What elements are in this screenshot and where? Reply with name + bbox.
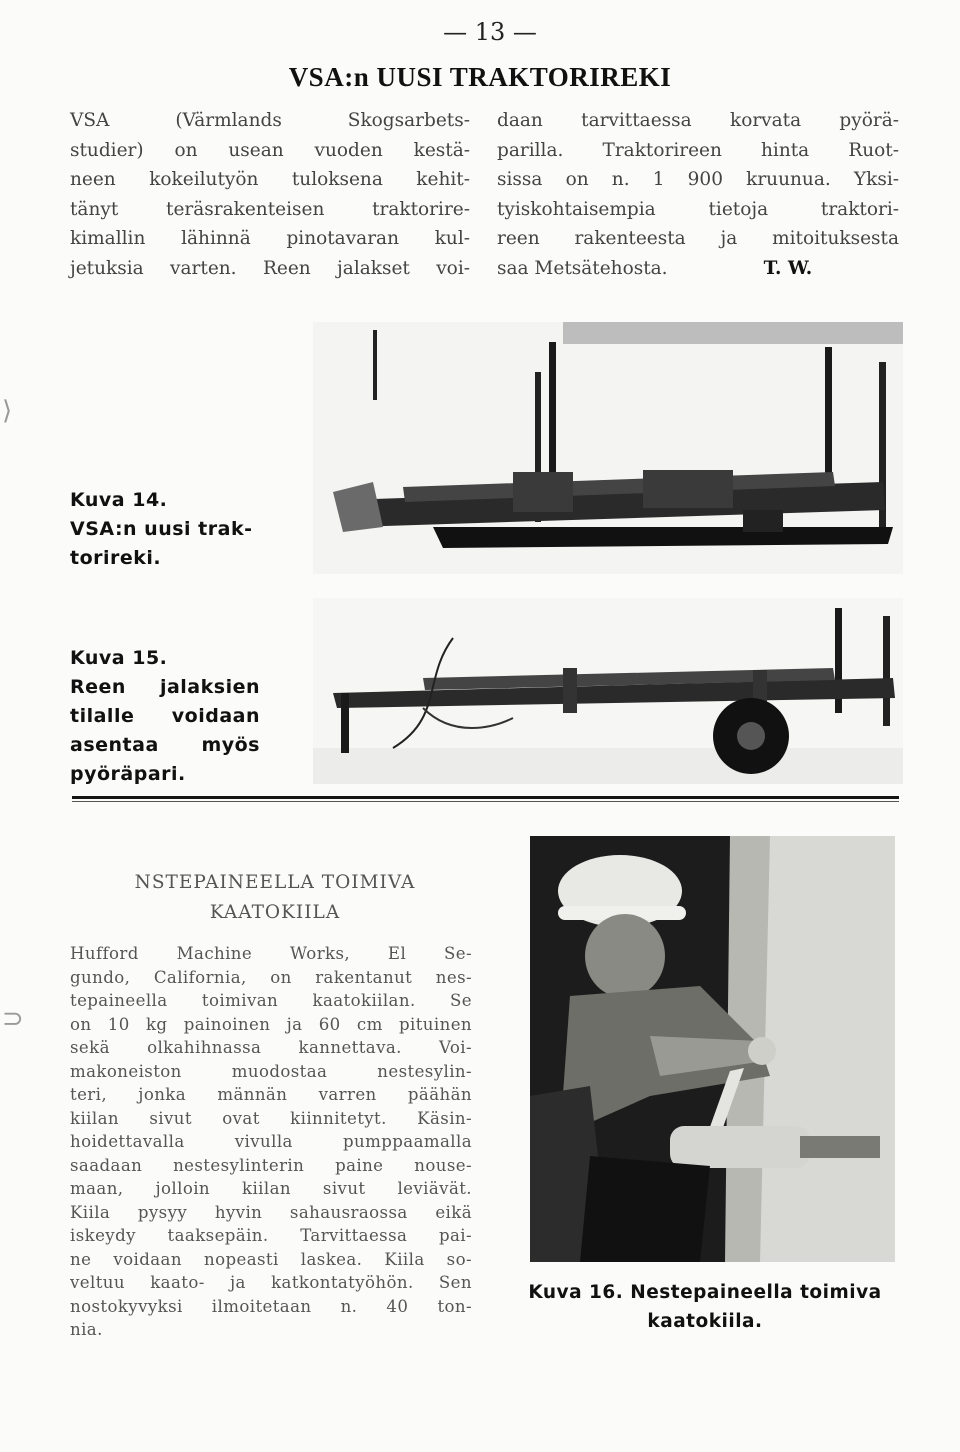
article-2-body [70, 942, 472, 1342]
article-left-column [70, 106, 470, 283]
figure-15-caption [70, 644, 260, 789]
article-title: VSA:n UUSI TRAKTORIREKI [288, 62, 672, 92]
text-line: iskeydy taaksepäin. Tarvittaessa pai- [70, 1226, 472, 1245]
text-line: ne voidaan nopeasti laskea. Kiila so- [70, 1249, 472, 1269]
caption-line: Kuva 15. [70, 647, 168, 669]
text-line: jetuksia varten. Reen jalakset voi- [70, 257, 470, 279]
text-line: Hufford Machine Works, El Se- [70, 944, 472, 963]
text-line: saa Metsätehosta. [497, 257, 668, 279]
text-line: studier) on usean vuoden kestä- [70, 139, 470, 161]
caption-line: tilalle voidaan [70, 705, 260, 727]
text-line: saadaan nestesylinterin paine nouse- [70, 1155, 472, 1175]
heading-line: KAATOKIILA [209, 902, 341, 923]
section-divider-thin [72, 801, 899, 802]
text-line: reen rakenteesta ja mitoituksesta [497, 228, 899, 249]
text-line-last [497, 254, 899, 284]
margin-mark-icon: ⟩ [2, 396, 13, 426]
caption-line: torireki. [70, 547, 162, 569]
text-line: sekä olkahihnassa kannettava. Voi- [70, 1038, 472, 1057]
caption-line: asentaa myös [70, 734, 260, 756]
text-line: Kiila pysyy hyvin sahausraossa eikä [70, 1202, 472, 1222]
caption-line: VSA:n uusi trak- [70, 518, 253, 540]
page-number: — 13 — [443, 18, 537, 46]
author-signature: T. W. [763, 257, 813, 279]
text-line: gundo, California, on rakentanut nes- [70, 967, 472, 987]
caption-line: Reen jalaksien [70, 676, 260, 698]
text-line: parilla. Traktorireen hinta Ruot- [497, 139, 899, 161]
text-line: kiilan sivut ovat kiinnitetyt. Käsin- [70, 1108, 472, 1128]
photo-felling-wedge [530, 836, 895, 1262]
text-line: neen kokeilutyön tuloksena kehit- [70, 169, 470, 190]
caption-line: Kuva 14. [70, 489, 168, 511]
caption-line: Kuva 16. Nestepaineella toimiva [528, 1282, 882, 1303]
text-line: tepaineella toimivan kaatokiilan. Se [70, 991, 472, 1010]
margin-mark-icon: ⊃ [2, 1004, 24, 1034]
caption-line: pyöräpari. [70, 763, 186, 785]
text-line: hoidettavalla vivulla pumppaamalla [70, 1132, 472, 1151]
text-line: VSA (Värmlands Skogsarbets- [70, 110, 470, 131]
text-line: nia. [70, 1320, 103, 1339]
article-right-column [497, 106, 899, 283]
article-2-heading [90, 868, 460, 928]
heading-line: NSTEPAINEELLA TOIMIVA [134, 872, 416, 893]
text-line: sissa on n. 1 900 kruunua. Yksi- [497, 169, 899, 190]
text-line: makoneiston muodostaa nestesylin- [70, 1061, 472, 1081]
text-line: veltuu kaato- ja katkontatyöhön. Sen [70, 1273, 472, 1292]
text-line: daan tarvittaessa korvata pyörä- [497, 110, 899, 131]
text-line: teri, jonka männän varren päähän [70, 1085, 472, 1104]
caption-line: kaatokiila. [647, 1311, 763, 1332]
figure-16-caption [515, 1278, 895, 1336]
section-divider [72, 796, 899, 799]
text-line: tyiskohtaisempia tietoja traktori- [497, 198, 899, 220]
figure-14-caption [70, 486, 290, 573]
photo-sled-with-wheels [313, 598, 903, 784]
text-line: on 10 kg painoinen ja 60 cm pituinen [70, 1014, 472, 1034]
text-line: kimallin lähinnä pinotavaran kul- [70, 228, 470, 249]
text-line: nostokyvyksi ilmoitetaan n. 40 ton- [70, 1296, 472, 1316]
text-line: maan, jolloin kiilan sivut leviävät. [70, 1179, 472, 1198]
photo-tractor-sled [313, 322, 903, 574]
text-line: tänyt teräsrakenteisen traktorire- [70, 198, 470, 220]
